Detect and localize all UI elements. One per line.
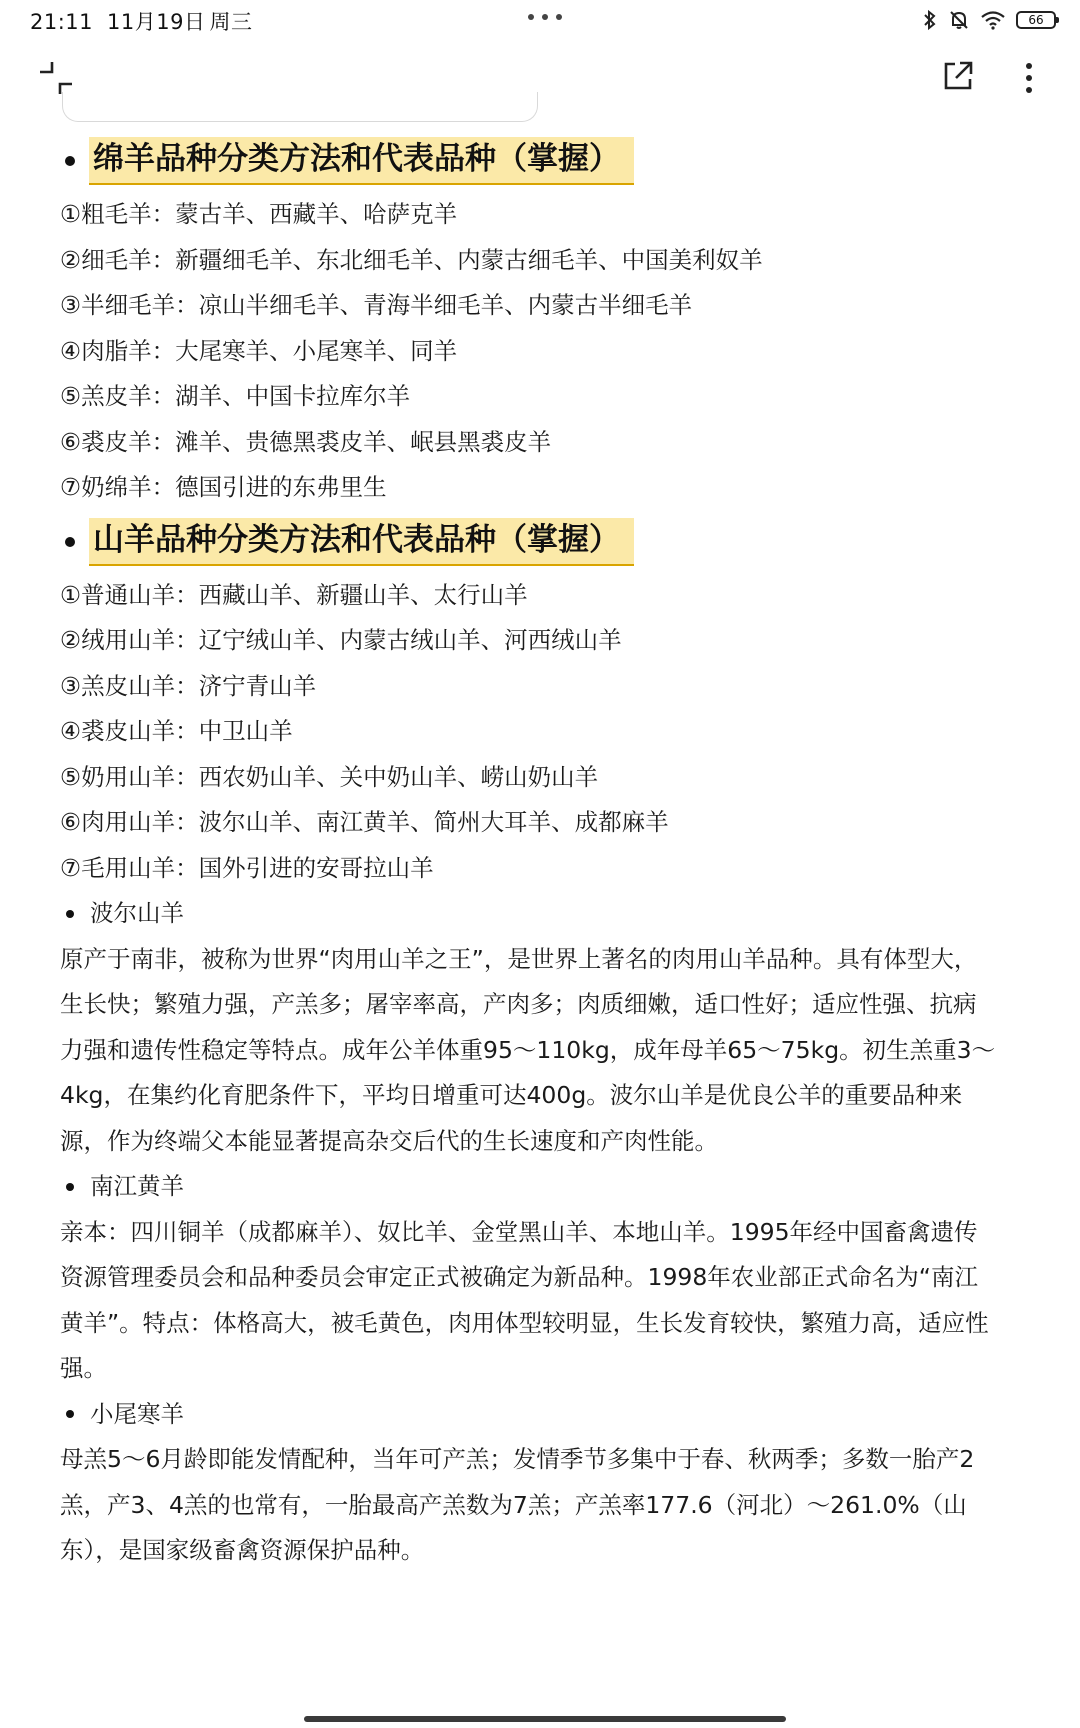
bluetooth-icon (922, 9, 938, 31)
mute-bell-icon (948, 9, 970, 31)
list-item: ①粗毛羊：蒙古羊、西藏羊、哈萨克羊 (60, 200, 458, 228)
heading-text: 绵羊品种分类方法和代表品种（掌握） (89, 137, 634, 185)
wifi-icon (980, 10, 1006, 30)
collapse-icon[interactable] (38, 60, 74, 96)
breed-name: 小尾寒羊 (90, 1399, 184, 1428)
bullet-dot-icon (66, 1410, 74, 1418)
paragraph-line: 东），是国家级畜禽资源保护品种。 (60, 1536, 425, 1564)
home-indicator[interactable] (304, 1716, 786, 1722)
more-vertical-icon[interactable] (1014, 58, 1044, 98)
list-item: ④肉脂羊：大尾寒羊、小尾寒羊、同羊 (60, 336, 458, 365)
breed-heading (60, 891, 1040, 937)
breed-name: 波尔山羊 (90, 899, 184, 927)
paragraph-line: 生长快；繁殖力强，产羔多；屠宰率高，产肉多；肉质细嫩，适口性好；适应性强、抗病 (60, 990, 977, 1018)
status-icons (922, 8, 1056, 32)
breed-description (60, 937, 1040, 1165)
list-item: ①普通山羊：西藏山羊、新疆山羊、太行山羊 (60, 580, 528, 609)
paragraph-line: 源，作为终端父本能显著提高杂交后代的生长速度和产肉性能。 (60, 1126, 718, 1155)
paragraph-line: 母羔5～6月龄即能发情配种，当年可产羔；发情季节多集中于春、秋两季；多数一胎产2 (60, 1445, 975, 1473)
heading-text: 山羊品种分类方法和代表品种（掌握） (89, 518, 634, 566)
list-item: ③半细毛羊：凉山半细毛羊、青海半细毛羊、内蒙古半细毛羊 (60, 291, 693, 319)
list-item: ⑤羔皮羊：湖羊、中国卡拉库尔羊 (60, 382, 411, 410)
search-pill[interactable] (62, 92, 538, 122)
status-time: 21:11 (30, 10, 94, 34)
paragraph-line: 原产于南非，被称为世界“肉用山羊之王”，是世界上著名的肉用山羊品种。具有体型大， (60, 944, 978, 973)
list-item: ⑥裘皮羊：滩羊、贵德黑裘皮羊、岷县黑裘皮羊 (60, 427, 552, 456)
list-item: ②细毛羊：新疆细毛羊、东北细毛羊、内蒙古细毛羊、中国美利奴羊 (60, 245, 763, 274)
list-item: ⑤奶用山羊：西农奶山羊、关中奶山羊、崂山奶山羊 (60, 762, 599, 791)
multitask-dots-icon[interactable] (528, 14, 562, 22)
breed-heading (60, 1392, 1040, 1438)
section-heading-goat (60, 511, 1040, 573)
bullet-dot-icon (65, 537, 75, 547)
battery-icon: 66 (1016, 11, 1056, 29)
paragraph-line: 羔，产3、4羔的也常有，一胎最高产羔数为7羔；产羔率177.6（河北）～261.0%（山 (60, 1490, 967, 1519)
bullet-dot-icon (66, 910, 74, 918)
list-item: ②绒用山羊：辽宁绒山羊、内蒙古绒山羊、河西绒山羊 (60, 626, 622, 654)
status-weekday: 周三 (209, 10, 253, 34)
paragraph-line: 力强和遗传性稳定等特点。成年公羊体重95～110kg，成年母羊65～75kg。初生羔重3～ (60, 1035, 996, 1064)
breed-description (60, 1210, 1040, 1392)
list-item: ⑥肉用山羊：波尔山羊、南江黄羊、简州大耳羊、成都麻羊 (60, 808, 669, 836)
paragraph-line: 资源管理委员会和品种委员会审定正式被确定为新品种。1998年农业部正式命名为“南江 (60, 1263, 978, 1291)
list-item: ⑦毛用山羊：国外引进的安哥拉山羊 (60, 853, 434, 882)
bullet-dot-icon (65, 156, 75, 166)
status-date: 11月19日 (107, 10, 206, 34)
paragraph-line: 黄羊”。特点：体格高大，被毛黄色，肉用体型较明显，生长发育较快，繁殖力高，适应性 (60, 1308, 989, 1337)
paragraph-line: 亲本：四川铜羊（成都麻羊）、奴比羊、金堂黑山羊、本地山羊。1995年经中国畜禽遗传 (60, 1217, 978, 1246)
paragraph-line: 强。 (60, 1354, 107, 1382)
section-heading-sheep (60, 130, 1040, 192)
status-left (30, 6, 266, 36)
paragraph-line: 4kg，在集约化育肥条件下，平均日增重可达400g。波尔山羊是优良公羊的重要品种来 (60, 1081, 963, 1109)
list-item: ④裘皮山羊：中卫山羊 (60, 717, 293, 745)
note-content (60, 130, 1040, 1574)
breed-heading (60, 1164, 1040, 1210)
bullet-dot-icon (66, 1183, 74, 1191)
status-bar (0, 0, 1080, 40)
list-item: ③羔皮山羊：济宁青山羊 (60, 671, 317, 700)
list-item: ⑦奶绵羊：德国引进的东弗里生 (60, 473, 387, 501)
open-external-icon[interactable] (940, 58, 976, 94)
breed-description (60, 1437, 1040, 1574)
breed-name: 南江黄羊 (90, 1172, 184, 1200)
